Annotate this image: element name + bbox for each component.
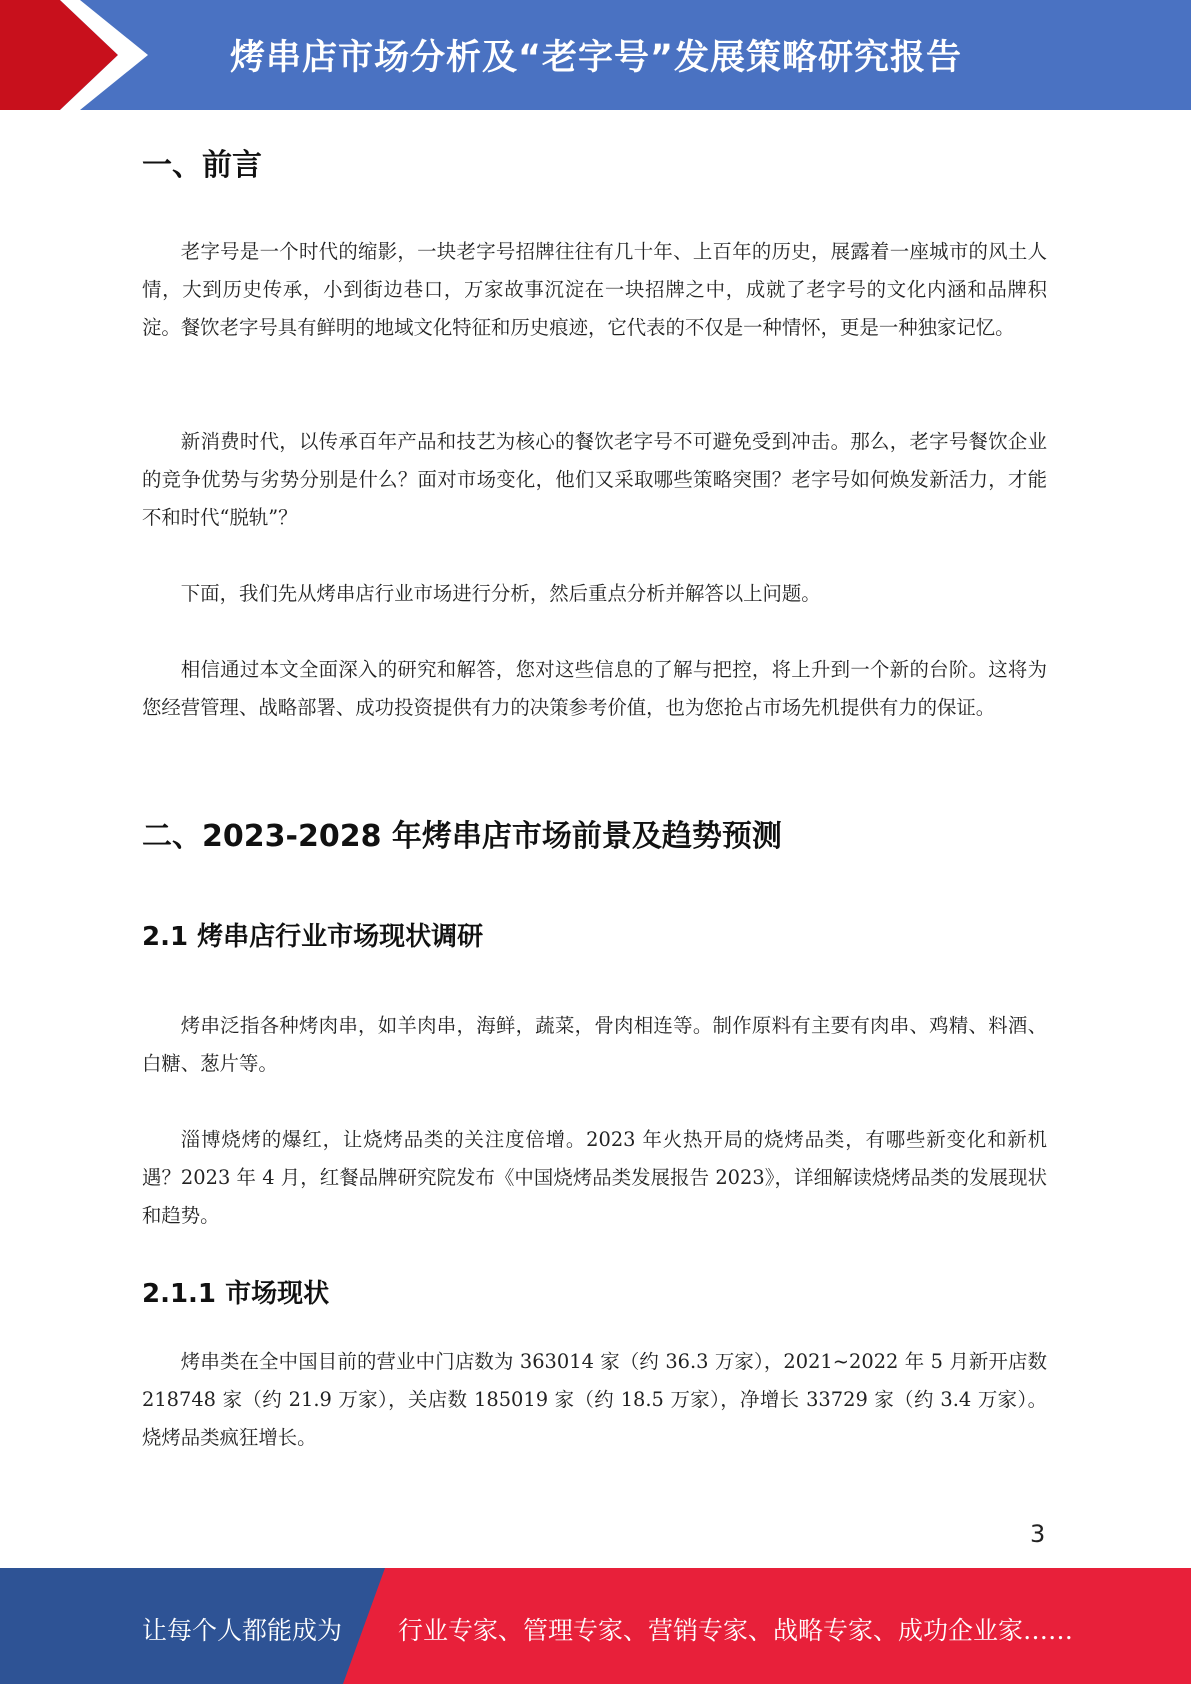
paragraph: 烤串泛指各种烤肉串，如羊肉串，海鲜，蔬菜，骨肉相连等。制作原料有主要有肉串、鸡精、料酒、白糖、葱片等。 <box>142 1014 1047 1075</box>
section-heading-forecast: 二、2023-2028 年烤串店市场前景及趋势预测 <box>142 819 782 854</box>
paragraph: 淄博烧烤的爆红，让烧烤品类的关注度倍增。2023 年火热开局的烧烤品类，有哪些新变化和新机遇？2023 年 4 月，红餐品牌研究院发布《中国烧烤品类发展报告 2023》，详细解读烧烤品类的发展现状和趋势。 <box>142 1128 1047 1227</box>
header-arrow-decoration <box>0 0 160 110</box>
subsubsection-heading: 2.1.1 市场现状 <box>142 1279 330 1309</box>
section-heading-preface: 一、前言 <box>142 148 262 183</box>
page-header <box>0 0 1191 110</box>
page-footer <box>0 1568 1191 1684</box>
subsection-heading: 2.1 烤串店行业市场现状调研 <box>142 922 484 952</box>
paragraph: 下面，我们先从烤串店行业市场进行分析，然后重点分析并解答以上问题。 <box>180 582 821 605</box>
footer-slogan-left: 让每个人都能成为 <box>142 1616 343 1645</box>
paragraph: 烤串类在全中国目前的营业中门店数为 363014 家（约 36.3 万家），2021~2022 年 5 月新开店数 218748 家（约 21.9 万家），关店数 185019 家（约 18.5 万家），净增长 33729 家（约 3.4 万家）。烧烤品类疯狂增长。 <box>142 1350 1047 1449</box>
paragraph: 相信通过本文全面深入的研究和解答，您对这些信息的了解与把控，将上升到一个新的台阶。这将为您经营管理、战略部署、成功投资提供有力的决策参考价值，也为您抢占市场先机提供有力的保证。 <box>142 658 1047 719</box>
paragraph: 老字号是一个时代的缩影，一块老字号招牌往往有几十年、上百年的历史，展露着一座城市的风土人情，大到历史传承，小到街边巷口，万家故事沉淀在一块招牌之中，成就了老字号的文化内涵和品牌积淀。餐饮老字号具有鲜明的地域文化特征和历史痕迹，它代表的不仅是一种情怀，更是一种独家记忆。 <box>142 240 1047 339</box>
page-number: 3 <box>1030 1520 1046 1548</box>
paragraph: 新消费时代，以传承百年产品和技艺为核心的餐饮老字号不可避免受到冲击。那么，老字号餐饮企业的竞争优势与劣势分别是什么？面对市场变化，他们又采取哪些策略突围？老字号如何焕发新活力，才能不和时代“脱轨”？ <box>142 430 1047 529</box>
footer-slogan-right: 行业专家、管理专家、营销专家、战略专家、成功企业家…… <box>398 1616 1074 1645</box>
report-title: 烤串店市场分析及“老字号”发展策略研究报告 <box>230 38 963 78</box>
